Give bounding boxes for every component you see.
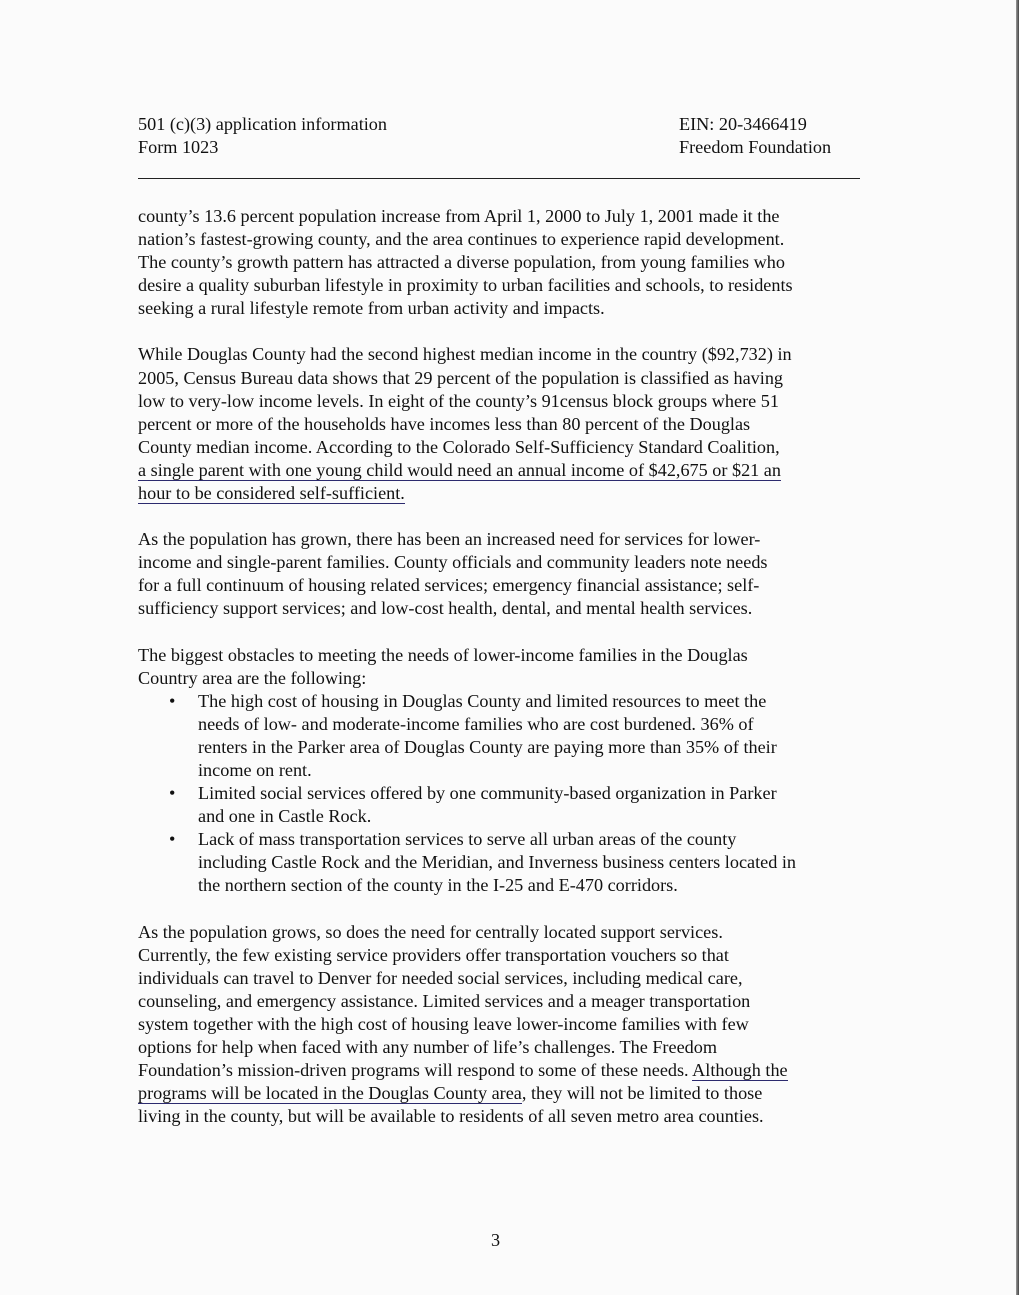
text-line: income on rent. [198, 759, 312, 780]
text-line: 2005, Census Bureau data shows that 29 percent of the population is classified as having [138, 367, 784, 388]
text-line: county’s 13.6 percent population increase from April 1, 2000 to July 1, 2001 made it the [138, 206, 780, 226]
text-line: Currently, the few existing service providers offer transportation vouchers so that [138, 944, 729, 965]
text-line: Lack of mass transportation services to serve all urban areas of the county [198, 829, 737, 850]
text-line: While Douglas County had the second highest median income in the country ($92,732) in [138, 344, 792, 365]
text-line: counseling, and emergency assistance. Limited services and a meager transportation [138, 990, 751, 1011]
obstacles-list [138, 690, 868, 898]
text-line: seeking a rural lifestyle remote from urban activity and impacts. [138, 298, 605, 319]
text-line: As the population has grown, there has been an increased need for services for lower- [138, 529, 761, 550]
text-line: individuals can travel to Denver for needed social services, including medical care, [138, 967, 743, 988]
pen-underline-highlight: hour to be considered self-sufficient. [138, 483, 405, 504]
text-line: percent or more of the households have incomes less than 80 percent of the Douglas [138, 413, 751, 434]
list-item [138, 782, 868, 828]
bullet-icon: • [169, 783, 176, 804]
header-ein: EIN: 20-3466419 [679, 114, 807, 134]
header-right [679, 113, 831, 159]
text-line: for a full continuum of housing related services; emergency financial assistance; self- [138, 575, 760, 596]
header-form-number: Form 1023 [138, 137, 219, 157]
text-line: the northern section of the county in the I-25 and E-470 corridors. [198, 875, 678, 896]
header-organization: Freedom Foundation [679, 137, 832, 157]
text-line: low to very-low income levels. In eight of the county’s 91census block groups where 51 [138, 390, 779, 411]
document-page [138, 113, 860, 1127]
underlined-line [138, 459, 868, 482]
header-left [138, 113, 387, 159]
paragraph-needs [138, 528, 868, 620]
text-line: and one in Castle Rock. [198, 806, 372, 827]
text-segment: , they will not be limited to those [521, 1083, 763, 1104]
document-body [138, 205, 868, 1151]
text-line: The high cost of housing in Douglas County and limited resources to meet the [198, 690, 767, 711]
text-line: needs of low- and moderate-income families who are cost burdened. 36% of [198, 713, 754, 734]
paragraph-growth [138, 205, 868, 320]
bullet-icon: • [169, 829, 176, 850]
list-item [138, 690, 868, 782]
pen-underline-highlight: programs will be located in the Douglas County area [138, 1083, 522, 1104]
page-number: 3 [491, 1230, 501, 1250]
text-line: income and single-parent families. County officials and community leaders note needs [138, 552, 768, 573]
text-segment: Foundation’s mission-driven programs will respond to some of these needs. [138, 1060, 693, 1081]
text-line: renters in the Parker area of Douglas County are paying more than 35% of their [198, 736, 777, 757]
text-line: The county’s growth pattern has attracted a diverse population, from young families who [138, 252, 785, 273]
text-line: As the population grows, so does the need for centrally located support services. [138, 921, 723, 942]
text-line: sufficiency support services; and low-cost health, dental, and mental health services. [138, 598, 753, 619]
header-application-title: 501 (c)(3) application information [138, 114, 387, 134]
text-line: system together with the high cost of housing leave lower-income families with few [138, 1013, 749, 1034]
text-line: Limited social services offered by one community-based organization in Parker [198, 783, 777, 804]
text-line: desire a quality suburban lifestyle in proximity to urban facilities and schools, to residents [138, 275, 793, 296]
paragraph-income [138, 343, 868, 505]
text-line: The biggest obstacles to meeting the needs of lower-income families in the Douglas [138, 644, 748, 665]
text-line: options for help when faced with any number of life’s challenges. The Freedom [138, 1037, 717, 1057]
paragraph-services [138, 921, 868, 1129]
text-line: Country area are the following: [138, 667, 367, 688]
pen-underline-highlight: Although the [692, 1060, 788, 1081]
text-line [138, 1059, 868, 1082]
list-item [138, 828, 868, 897]
text-line: County median income. According to the Colorado Self-Sufficiency Standard Coalition, [138, 436, 780, 457]
page-header [138, 113, 860, 163]
underlined-line [138, 482, 868, 505]
pen-underline-highlight: a single parent with one young child would need an annual income of $42,675 or $21 an [138, 459, 781, 480]
text-line [138, 1082, 868, 1105]
text-line: nation’s fastest-growing county, and the area continues to experience rapid development. [138, 229, 785, 250]
text-line: including Castle Rock and the Meridian, and Inverness business centers located in [198, 852, 797, 873]
paragraph-obstacles [138, 644, 868, 898]
text-line: living in the county, but will be available to residents of all seven metro area counties. [138, 1106, 764, 1127]
bullet-icon: • [169, 690, 176, 711]
header-divider [138, 178, 860, 179]
